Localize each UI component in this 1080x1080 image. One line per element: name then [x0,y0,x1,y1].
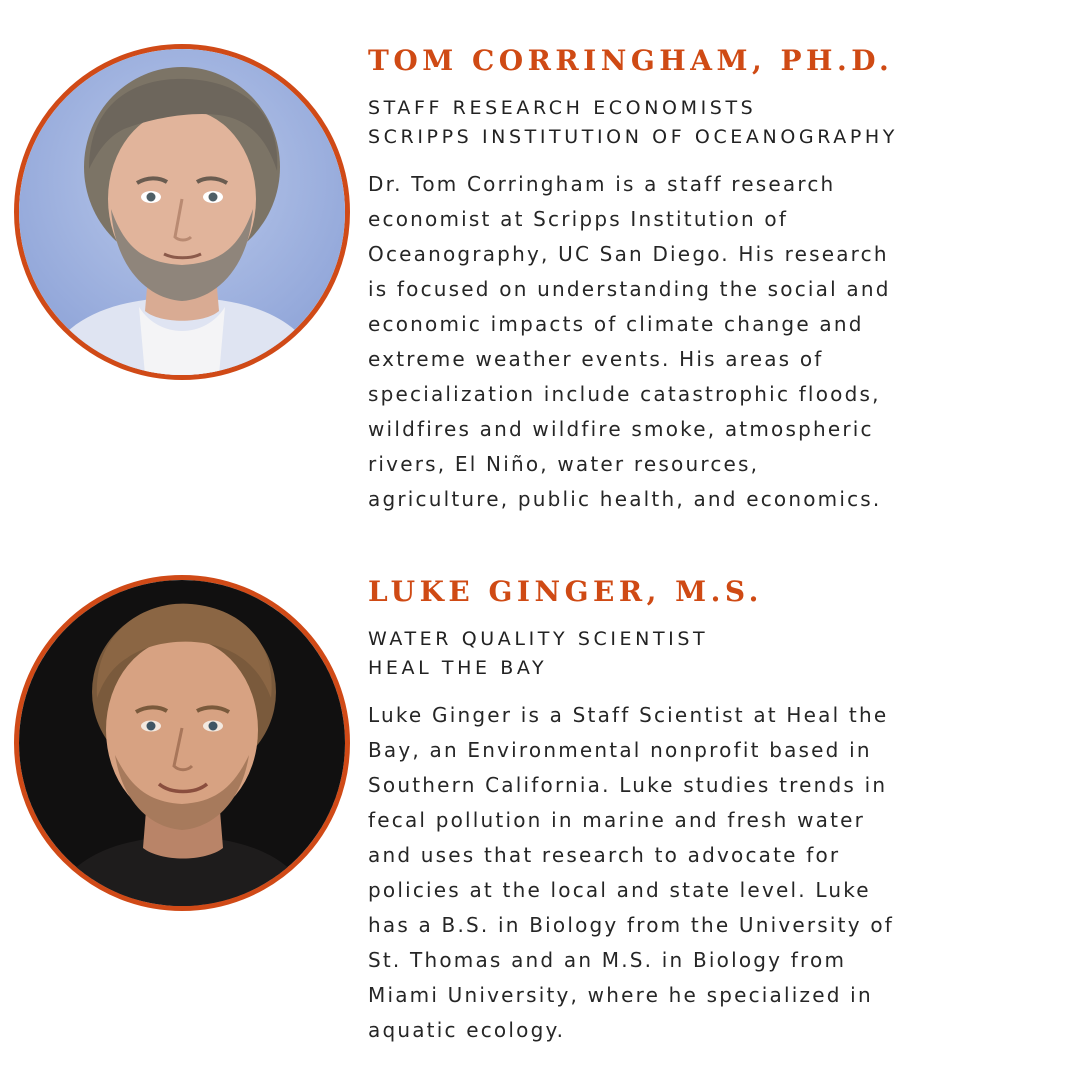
profile-card-luke-ginger [0,540,1080,1080]
bio-line: fecal pollution in marine and fresh water [368,808,866,832]
bio-line: Bay, an Environmental nonprofit based in [368,738,872,762]
speaker-title: WATER QUALITY SCIENTIST [368,628,709,650]
speaker-bio [368,698,1058,1048]
speaker-organization: SCRIPPS INSTITUTION OF OCEANOGRAPHY [368,126,898,148]
speaker-name: LUKE GINGER, M.S. [368,575,763,608]
bio-line: Luke Ginger is a Staff Scientist at Heal the [368,703,889,727]
speaker-name: TOM CORRINGHAM, PH.D. [368,44,894,77]
bio-line: is focused on understanding the social and [368,277,891,301]
bio-line: economic impacts of climate change and [368,312,864,336]
bio-line: has a B.S. in Biology from the University of [368,913,894,937]
bio-line: rivers, El Niño, water resources, [368,452,760,476]
bio-line: policies at the local and state level. Luke [368,878,871,902]
bio-line: Oceanography, UC San Diego. His research [368,242,889,266]
bio-line: agriculture, public health, and economics. [368,487,882,511]
headshot-photo-tom-corringham [14,44,350,380]
bio-line: aquatic ecology. [368,1018,566,1042]
bio-line: St. Thomas and an M.S. in Biology from [368,948,847,972]
speaker-organization: HEAL THE BAY [368,657,548,679]
bio-line: extreme weather events. His areas of [368,347,824,371]
speaker-title: STAFF RESEARCH ECONOMISTS [368,97,757,119]
bio-line: and uses that research to advocate for [368,843,841,867]
speaker-bio [368,167,1058,517]
bio-line: Miami University, where he specialized in [368,983,873,1007]
bio-line: wildfires and wildfire smoke, atmospheric [368,417,874,441]
bio-line: economist at Scripps Institution of [368,207,789,231]
bio-line: specialization include catastrophic floods, [368,382,881,406]
headshot-photo-luke-ginger [14,575,350,911]
bio-line: Southern California. Luke studies trends in [368,773,888,797]
bio-line: Dr. Tom Corringham is a staff research [368,172,836,196]
